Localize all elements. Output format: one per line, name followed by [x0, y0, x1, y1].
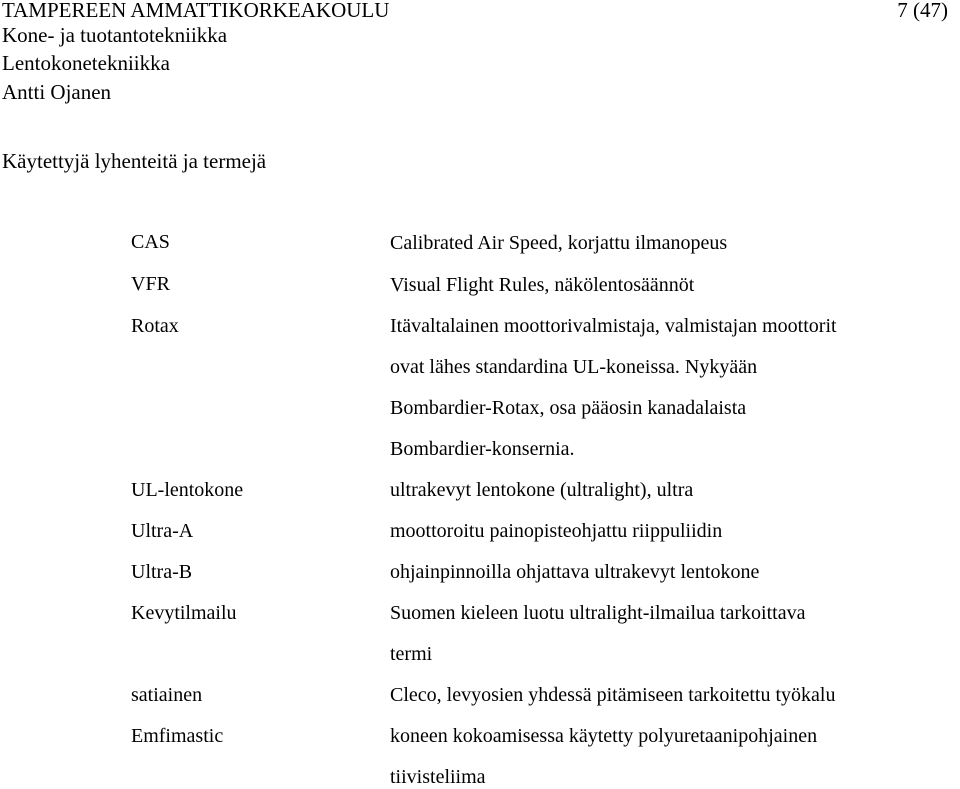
section-title: Käytettyjä lyhenteitä ja termejä — [2, 149, 267, 173]
definition-line: Bombardier-Rotax, osa pääosin kanadalaista — [390, 397, 747, 419]
definition-line: Bombardier-konsernia. — [390, 438, 575, 460]
term-satiainen: satiainen — [131, 684, 203, 706]
definition-line: Itävaltalainen moottorivalmistaja, valmistajan moottorit — [390, 315, 837, 337]
header-author: Antti Ojanen — [2, 80, 112, 104]
definition-line: termi — [390, 643, 433, 665]
definition-line: Visual Flight Rules, näkölentosäännöt — [390, 274, 695, 296]
term-ultra-b: Ultra-B — [131, 561, 193, 583]
term-emfimastic: Emfimastic — [131, 725, 224, 747]
definition-line: Calibrated Air Speed, korjattu ilmanopeus — [390, 232, 728, 254]
definition-line: Cleco, levyosien yhdessä pitämiseen tarkoitettu työkalu — [390, 684, 836, 706]
definition-line: ultrakevyt lentokone (ultralight), ultra — [390, 479, 694, 501]
term-cas: CAS — [131, 231, 170, 253]
term-kevytilmailu: Kevytilmailu — [131, 602, 237, 624]
term-ultra-a: Ultra-A — [131, 520, 194, 542]
header-institution: TAMPEREEN AMMATTIKORKEAKOULU — [2, 0, 390, 22]
definition-line: Suomen kieleen luotu ultralight-ilmailua tarkoittava — [390, 602, 806, 624]
header-department: Kone- ja tuotantotekniikka — [2, 23, 228, 47]
term-vfr: VFR — [131, 273, 170, 295]
header-specialization: Lentokonetekniikka — [2, 51, 170, 75]
definition-line: koneen kokoamisessa käytetty polyuretaanipohjainen — [390, 725, 818, 747]
definition-line: ovat lähes standardina UL-koneissa. Nykyään — [390, 356, 758, 378]
page-number: 7 (47) — [897, 0, 948, 22]
term-rotax: Rotax — [131, 315, 179, 337]
definition-line: tiivisteliima — [390, 766, 486, 788]
definition-line: ohjainpinnoilla ohjattava ultrakevyt lentokone — [390, 561, 760, 583]
definition-line: moottoroitu painopisteohjattu riippuliidin — [390, 520, 723, 542]
term-ul-lentokone: UL-lentokone — [131, 479, 244, 501]
